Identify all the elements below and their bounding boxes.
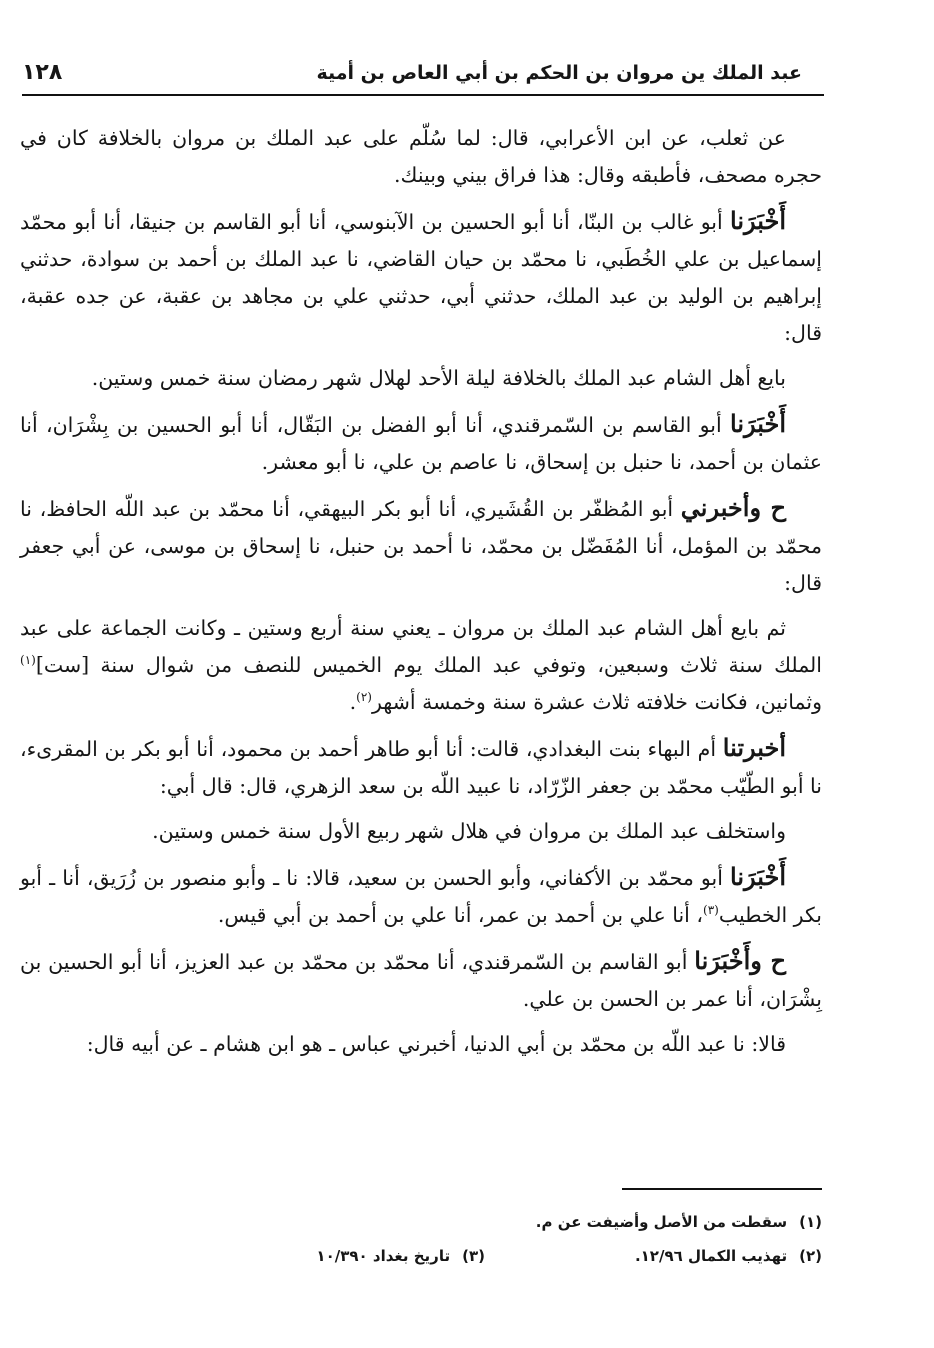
- page-number: ١٢٨: [22, 60, 63, 85]
- header-title: عبد الملك ين مروان بن الحكم بن أبي العاص بن أمية: [316, 62, 802, 84]
- footnote: (٢)تهذيب الكمال ١٢/٩٦.(٣)تاريخ بغداد ١٠/٣٩٠: [316, 1247, 822, 1265]
- paragraph-lead: ح وأخبرني: [680, 493, 787, 522]
- paragraph: أَخْبَرَنا أبو محمّد بن الأكفاني، وأبو الحسن بن سعيد، قالا: نا ـ وأبو منصور بن زُرَيق، أنا ـ أبو بكر الخطيب$^{(٣)}$، أنا علي بن أحمد بن عمر، أنا علي بن أحمد بن أبي قيس.: [20, 862, 822, 927]
- paragraph: قالا: نا عبد اللّه بن محمّد بن أبي الدنيا، أخبرني عباس ـ هو ابن هشام ـ عن أبيه قال:: [86, 1032, 786, 1056]
- paragraph-lead: أخبرتنا: [722, 733, 786, 762]
- paragraph-lead: ح وأَخْبَرَنا: [694, 946, 786, 975]
- footnote-ref: (٢): [356, 690, 372, 705]
- paragraph-lead: أَخْبَرَنا: [730, 206, 786, 235]
- paragraph: أَخْبَرَنا أبو غالب بن البنّا، أنا أبو الحسين بن الآبنوسي، أنا أبو القاسم بن جنيقا، أنا أبو محمّد إسماعيل بن علي الخُطَبي، نا محمّد بن حيان القاضي، نا عبد الملك بن أحمد بن سوادة، حدثني إبراهيم بن الوليد بن عبد الملك، حدثني أبي، حدثني علي بن مجاهد بن عقبة، عن جده عقبة، قال:: [20, 206, 822, 345]
- paragraph: أخبرتنا أم البهاء بنت البغدادي، قالت: أنا أبو طاهر أحمد بن محمود، أنا أبو بكر بن المقرىء، نا أبو الطّيّب محمّد بن جعفر الزّرّاد، نا عبيد اللّه بن سعد الزهري، قال: قال أبي:: [20, 733, 822, 798]
- footnote-ref: (٣): [703, 903, 719, 918]
- running-header: [22, 58, 824, 96]
- paragraph-lead: أَخْبَرَنا: [730, 862, 786, 891]
- main-text: [20, 120, 822, 1071]
- paragraph: ح وأَخْبَرَنا أبو القاسم بن السّمرقندي، أنا محمّد بن محمّد بن عبد العزيز، أنا أبو الحسين بن بِشْرَان، أنا عمر بن الحسن بن علي.: [20, 946, 822, 1011]
- paragraph: ثم بايع أهل الشام عبد الملك بن مروان ـ يعني سنة أربع وستين ـ وكانت الجماعة على عبد الملك سنة ثلاث وسبعين، وتوفي عبد الملك يوم الخميس للنصف من شوال سنة [ست]$^{(١)}$ وثمانين، فكانت خلافته ثلاث عشرة سنة وخمسة أشهر$^{(٢)}$.: [20, 616, 822, 714]
- footnotes: [20, 1205, 822, 1273]
- footnote-ref: (١): [20, 653, 36, 668]
- paragraph-lead: أَخْبَرَنا: [730, 409, 786, 438]
- footnote: (١)سقطت من الأصل وأضيفت عن م.: [535, 1213, 822, 1231]
- footnote-divider: [622, 1188, 822, 1190]
- paragraph: ح وأخبرني أبو المُظفّر بن القُشَيري، أنا أبو بكر البيهقي، أنا محمّد بن عبد اللّه الحافظ، نا محمّد بن المؤمل، أنا المُفَضّل بن محمّد، نا أحمد بن حنبل، نا إسحاق بن موسى، عن أبي جعفر قال:: [20, 493, 822, 595]
- paragraph: واستخلف عبد الملك بن مروان في هلال شهر ربيع الأول سنة خمس وستين.: [152, 819, 786, 843]
- paragraph: أَخْبَرَنا أبو القاسم بن السّمرقندي، أنا أبو الفضل بن البَقّال، أنا أبو الحسين بن بِشْرَان، أنا عثمان بن أحمد، نا حنبل بن إسحاق، نا عاصم بن علي، نا أبو معشر.: [20, 409, 822, 474]
- paragraph: بايع أهل الشام عبد الملك بالخلافة ليلة الأحد لهلال شهر رمضان سنة خمس وستين.: [91, 366, 786, 390]
- paragraph: عن ثعلب، عن ابن الأعرابي، قال: لما سُلّم على عبد الملك بن مروان بالخلافة كان في حجره مصحف، فأطبقه وقال: هذا فراق بيني وبينك.: [20, 126, 822, 187]
